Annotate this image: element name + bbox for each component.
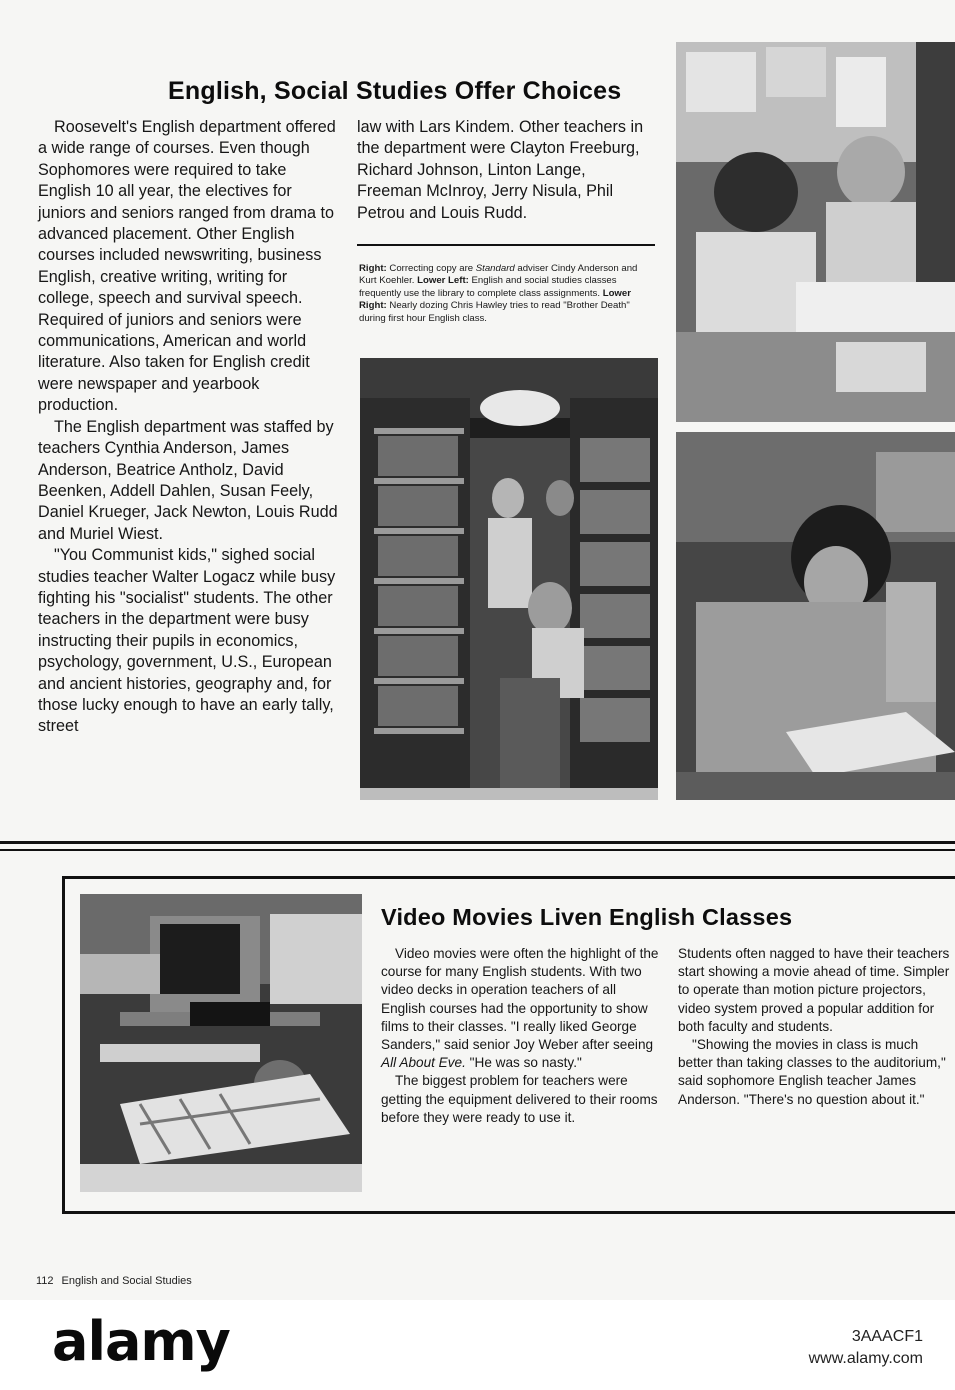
article2-paragraph-2: The biggest problem for teachers were getting the equipment delivered to their rooms before they were ready to use it. bbox=[381, 1073, 658, 1125]
photo-video-class bbox=[80, 894, 362, 1192]
photo-caption: Right: Correcting copy are Standard adviser Cindy Anderson and Kurt Koehler. Lower Left: English and social studies classes frequently use the library to complete class assignments. Lower Right: Nearly dozing Chris Hawley tries to read "Brother Death" during first hour English class. bbox=[359, 263, 638, 324]
article1-paragraph-4: law with Lars Kindem. Other teachers in the department were Clayton Freeburg, Richard Johnson, Linton Lange, Freeman McInroy, Jerry Nisula, Phil Petrou and Louis Rudd. bbox=[357, 118, 644, 222]
article2-paragraph-3: Students often nagged to have their teachers start showing a movie ahead of time. Simpler to operate than motion picture projectors, video system proved a popular addition for both faculty and students. bbox=[678, 946, 950, 1034]
article1-column-1 bbox=[38, 117, 338, 738]
article2-paragraph-1: Video movies were often the highlight of the course for many English students. With two video decks in operation teachers of all English courses had the opportunity to show films to their classes. "I really liked George Sanders," said senior Joy Weber after seeing All About Eve. "He was so nasty." bbox=[381, 946, 659, 1071]
section-name: English and Social Studies bbox=[61, 1275, 192, 1287]
article1-paragraph-3: "You Communist kids," sighed social studies teacher Walter Logacz while busy fighting his "socialist" students. The other teachers in the department were busy instructing their pupils in economics, psychology, government, U.S., European and ancient histories, geography and, for those lucky enough to have an early tally, street bbox=[38, 546, 336, 736]
stock-image-id: 3AAACF1 bbox=[851, 1328, 923, 1345]
photo-library-students bbox=[360, 358, 658, 800]
article2-column-1 bbox=[381, 945, 659, 1127]
photo-dozing-student bbox=[676, 432, 955, 800]
article1-paragraph-2: The English department was staffed by teachers Cynthia Anderson, James Anderson, Beatrice Antholz, David Beenken, Addell Dahlen, Susan Feely, Daniel Krueger, Jack Newton, Louis Rudd and Muriel Wiest. bbox=[38, 417, 338, 543]
article1-headline: English, Social Studies Offer Choices bbox=[168, 77, 622, 105]
article1-paragraph-1: Roosevelt's English department offered a wide range of courses. Even though Sophomores were required to take English 10 all year, the electives for juniors and seniors ranged from drama to advanced placement. Other English courses included newswriting, business English, creative writing, writing for college, speech and survival speech. Required of juniors and seniors were communications, American and world literature. Also taken for English credit were newspaper and yearbook production. bbox=[38, 118, 336, 415]
section-divider-top bbox=[0, 841, 955, 844]
stock-url: www.alamy.com bbox=[808, 1350, 923, 1367]
stock-watermark-bar bbox=[0, 1300, 955, 1390]
page-number: 112 bbox=[36, 1275, 54, 1287]
article2-paragraph-4: "Showing the movies in class is much better than taking classes to the auditorium," said sophomore English teacher James Anderson. "There's no question about it." bbox=[678, 1037, 946, 1107]
alamy-logo: alamy bbox=[52, 1310, 230, 1373]
section-divider-bottom bbox=[0, 849, 955, 851]
caption-divider bbox=[357, 244, 655, 246]
article2-column-2 bbox=[678, 945, 952, 1109]
article2-headline: Video Movies Liven English Classes bbox=[381, 904, 793, 930]
photo-correcting-copy bbox=[676, 42, 955, 422]
page-footer bbox=[36, 1275, 192, 1287]
article1-column-2 bbox=[357, 117, 653, 224]
